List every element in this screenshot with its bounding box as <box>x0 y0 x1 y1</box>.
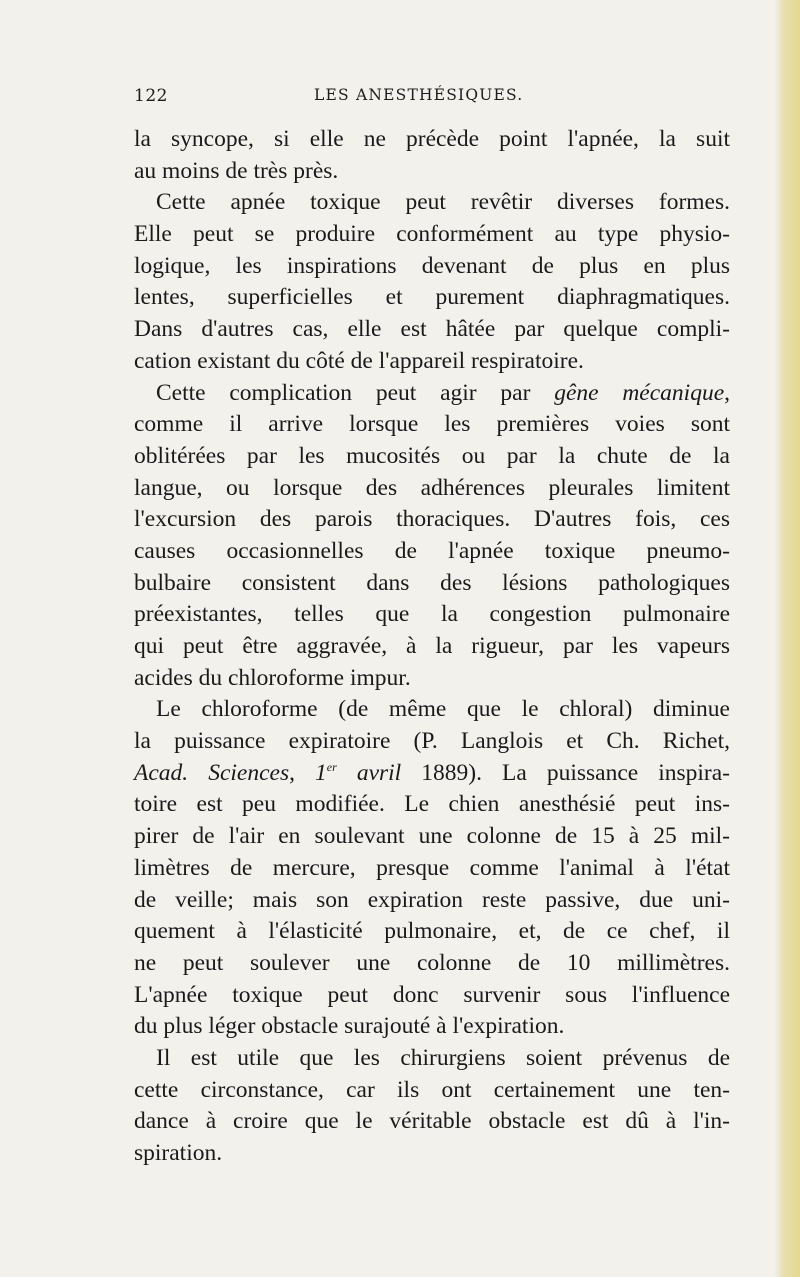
text-line: l'excursion des parois thoraciques. D'autres fois, ces <box>134 506 730 533</box>
text-line: limètres de mercure, presque comme l'animal à l'état <box>134 854 730 881</box>
text-line: Cette apnée toxique peut revêtir diverses formes. <box>156 189 730 216</box>
text-line: au moins de très près. <box>134 157 339 184</box>
citation-day: 1 <box>315 759 327 786</box>
text-line: pirer de l'air en soulevant une colonne de 15 à 25 mil- <box>134 823 730 850</box>
text-line: cation existant du côté de l'appareil respiratoire. <box>134 347 584 374</box>
text-line: qui peut être aggravée, à la rigueur, par les vapeurs <box>134 633 730 659</box>
text-span: 1889). La puissance inspira- <box>421 759 731 786</box>
citation-journal: Acad. Sciences <box>134 759 290 786</box>
text-span: , <box>289 759 316 786</box>
text-line: lentes, superficielles et purement diaphragmatiques. <box>134 284 730 311</box>
text-line: logique, les inspirations devenant de plus en plus <box>134 252 730 279</box>
text-line: cette circonstance, car ils ont certainement une ten- <box>134 1076 730 1103</box>
text-line: L'apnée toxique peut donc survenir sous l'influence <box>134 981 730 1008</box>
text-line: la syncope, si elle ne précède point l'apnée, la suit <box>134 126 730 152</box>
page-edge-shadow <box>774 0 800 1277</box>
text-span: Cette complication peut agir par <box>156 379 555 406</box>
text-line: préexistantes, telles que la congestion pulmonaire <box>134 601 730 628</box>
text-line: bulbaire consistent dans des lésions pathologiques <box>134 569 730 596</box>
text-line: Dans d'autres cas, elle est hâtée par quelque compli- <box>134 316 730 343</box>
page-header <box>134 86 724 114</box>
text-line <box>134 758 730 790</box>
text-line: toire est peu modifiée. Le chien anesthésié peut ins- <box>134 791 730 818</box>
text-line: ne peut soulever une colonne de 10 millimètres. <box>134 949 730 976</box>
page-number: 122 <box>134 86 168 106</box>
text-line: quement à l'élasticité pulmonaire, et, de ce chef, il <box>134 918 730 945</box>
text-line: Il est utile que les chirurgiens soient prévenus de <box>156 1044 730 1071</box>
running-head: LES ANESTHÉSIQUES. <box>314 86 524 104</box>
text-line: oblitérées par les mucosités ou par la chute de la <box>134 442 730 469</box>
italic-term: gêne mécanique <box>554 379 725 406</box>
text-line: dance à croire que le véritable obstacle est dû à l'in- <box>134 1108 730 1135</box>
text-line: causes occasionnelles de l'apnée toxique pneumo- <box>134 537 730 564</box>
text-line: spiration. <box>134 1140 223 1166</box>
citation-month: avril <box>336 759 422 786</box>
text-line: de veille; mais son expiration reste passive, due uni- <box>134 886 730 913</box>
text-line: la puissance expiratoire (P. Langlois et Ch. Richet, <box>134 728 730 755</box>
text-line: Le chloroforme (de même que le chloral) diminue <box>156 696 730 723</box>
text-span: , <box>724 379 730 406</box>
text-line: du plus léger obstacle surajouté à l'expiration. <box>134 1013 565 1040</box>
text-line: comme il arrive lorsque les premières voies sont <box>134 411 730 438</box>
text-line: acides du chloroforme impur. <box>134 664 411 691</box>
text-line <box>134 378 730 410</box>
body-text <box>134 124 730 1170</box>
ordinal-superscript: er <box>326 759 337 774</box>
text-line: Elle peut se produire conformément au type physio- <box>134 221 730 248</box>
text-line: langue, ou lorsque des adhérences pleurales limitent <box>134 474 730 501</box>
